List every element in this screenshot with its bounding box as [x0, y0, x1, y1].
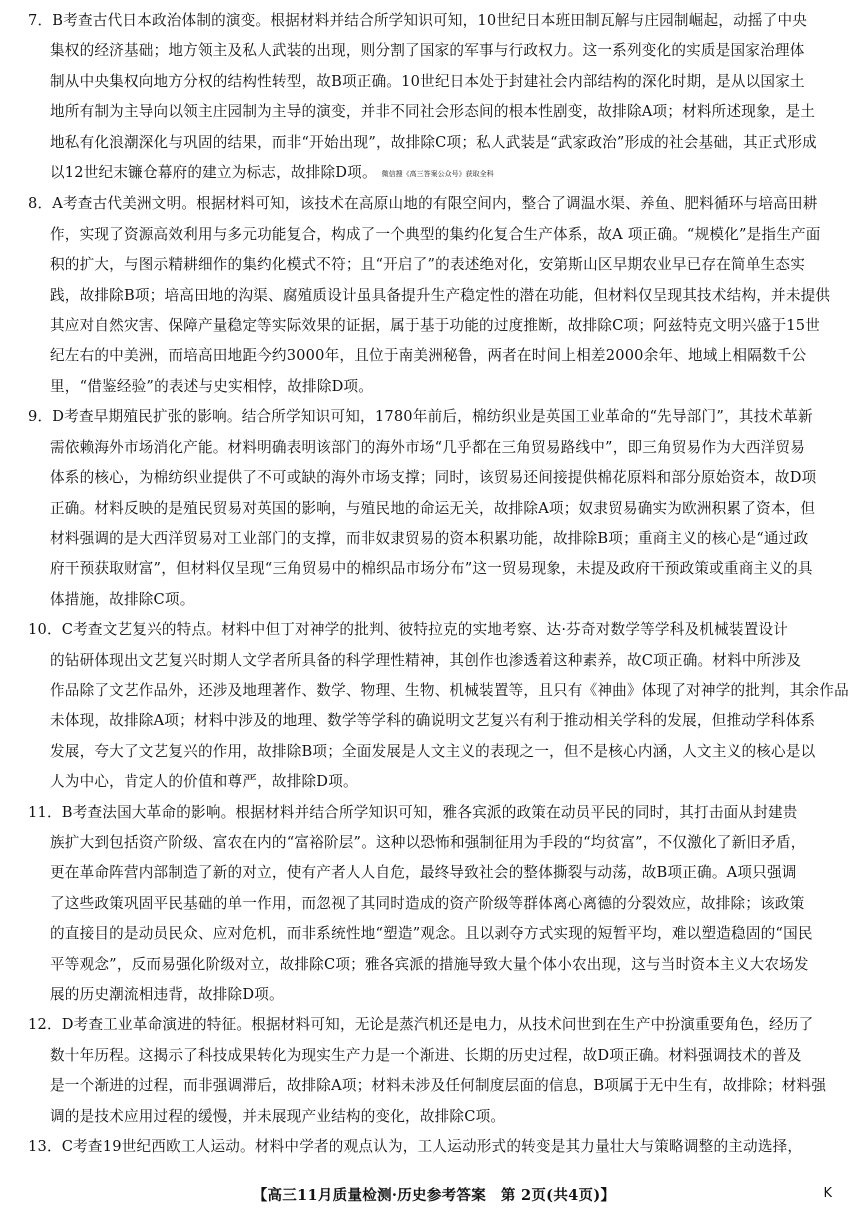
answer-list	[28, 6, 849, 1162]
answer-line: 的直接目的是动员民众、应对危机，而非系统性地“塑造”观念。且以剥夺方式实现的短暂平均，难以塑造稳固的“国民	[50, 925, 813, 943]
answer-line: 地私有化浪潮深化与巩固的结果，而非“开始出现”，故排除C项；私人武装是“武家政治”形成的社会基础，其正式形成	[50, 133, 817, 151]
answer-line: 调的是技术应用过程的缓慢，并未展现产业结构的变化，故排除C项。	[50, 1107, 506, 1125]
answer-line: 更在革命阵营内部制造了新的对立，使有产者人人自危，最终导致社会的整体撕裂与动荡，故B项正确。A项只强调	[50, 864, 797, 882]
answer-line: 13．C考查19世纪西欧工人运动。材料中学者的观点认为，工人运动形式的转变是其力量壮大与策略调整的主动选择，	[28, 1138, 803, 1156]
answer-line: 了这些政策巩固平民基础的单一作用，而忽视了其同时造成的资产阶级等群体离心离德的分裂效应，故排除；该政策	[50, 894, 805, 912]
footer-mark: K	[823, 1186, 832, 1201]
answer-line: 展的历史潮流相违背，故排除D项。	[50, 986, 284, 1003]
answer-line: 12．D考查工业革命演进的特征。根据材料可知，无论是蒸汽机还是电力，从技术问世到在生产中扮演重要角色，经历了	[28, 1016, 814, 1034]
answer-line: 需依赖海外市场消化产能。材料明确表明该部门的海外市场“几乎都在三角贸易路线中”，即三角贸易作为大西洋贸易	[50, 438, 806, 456]
answer-line: 正确。材料反映的是殖民贸易对英国的影响，与殖民地的命运无关，故排除A项；奴隶贸易确实为欧洲积累了资本，但	[50, 499, 816, 517]
answer-line: 未体现，故排除A项；材料中涉及的地理、数学等学科的确说明文艺复兴有利于推动相关学科的发展，但推动学科体系	[50, 712, 816, 730]
answer-line: 以12世纪末镰仓幕府的建立为标志，故排除D项。 微信搜《高三答案公众号》获取全科	[50, 164, 494, 182]
answer-line: 8．A考查古代美洲文明。根据材料可知，该技术在高原山地的有限空间内，整合了调温水渠、养鱼、肥料循环与培高田耕	[28, 195, 818, 213]
answer-line: 作，实现了资源高效利用与多元功能复合，构成了一个典型的集约化复合生产体系，故A 项正确。“规模化”是指生产面	[50, 225, 821, 243]
answer-line: 10．C考查文艺复兴的特点。材料中但丁对神学的批判、彼特拉克的实地考察、达·芬奇对数学等学科及机械装置设计	[28, 621, 789, 639]
answer-line: 数十年历程。这揭示了科技成果转化为现实生产力是一个渐进、长期的历史过程，故D项正确。材料强调技术的普及	[50, 1046, 802, 1064]
answer-line: 地所有制为主导向以领主庄园制为主导的演变，并非不同社会形态间的根本性剧变，故排除A项；材料所述现象，是土	[50, 103, 816, 121]
answer-line: 平等观念”，反而易强化阶级对立，故排除C项；雅各宾派的措施导致大量个体小农出现，这与当时资本主义大农场发	[50, 955, 809, 973]
answer-item	[28, 6, 840, 189]
answer-item	[28, 402, 840, 615]
answer-line: 府干预获取财富”，但材料仅呈现“三角贸易中的棉织品市场分布”这一贸易现象，未提及政府干预政策或重商主义的具	[50, 560, 813, 578]
answer-line: 的钻研体现出文艺复兴时期人文学者所具备的科学理性精神，其创作也渗透着这种素养，故C项正确。材料中所涉及	[50, 651, 802, 669]
answer-line: 9．D考查早期殖民扩张的影响。结合所学知识可知，1780年前后，棉纺织业是英国工业革命的“先导部门”，其技术革新	[28, 408, 813, 426]
answer-line: 集权的经济基础；地方领主及私人武装的出现，则分割了国家的军事与行政权力。这一系列变化的实质是国家治理体	[50, 42, 805, 60]
answer-line: 11．B考查法国大革命的影响。根据材料并结合所学知识可知，雅各宾派的政策在动员平民的同时，其打击面从封建贵	[28, 803, 798, 821]
answer-line: 材料强调的是大西洋贸易对工业部门的支撑，而非奴隶贸易的资本积累功能，故排除B项；重商主义的核心是“通过政	[50, 529, 809, 547]
answer-line: 践，故排除B项；培高田地的沟渠、腐殖质设计虽具备提升生产稳定性的潜在功能，但材料仅呈现其技术结构，并未提供	[50, 286, 831, 304]
answer-line: 纪左右的中美洲，而培高田地距今约3000年，且位于南美洲秘鲁，两者在时间上相差2000余年、地域上相隔数千公	[50, 347, 807, 365]
answer-line: 其应对自然灾害、保障产量稳定等实际效果的证据，属于基于功能的过度推断，故排除C项；阿兹特克文明兴盛于15世	[50, 317, 821, 335]
answer-line: 作品除了文艺作品外，还涉及地理著作、数学、物理、生物、机械装置等，且只有《神曲》体现了对神学的批判，其余作品	[50, 681, 849, 699]
answer-item	[28, 189, 840, 402]
answer-line: 体措施，故排除C项。	[50, 590, 195, 608]
answer-line: 发展，夸大了文艺复兴的作用，故排除B项；全面发展是人文主义的表现之一，但不是核心内涵，人文主义的核心是以	[50, 742, 816, 760]
answer-line: 族扩大到包括资产阶级、富农在内的“富裕阶层”。这种以恐怖和强制征用为手段的“均贫富”，不仅激化了新旧矛盾，	[50, 833, 806, 851]
answer-item	[28, 1132, 840, 1162]
answer-line: 体系的核心，为棉纺织业提供了不可或缺的海外市场支撑；同时，该贸易还间接提供棉花原料和部分原始资本，故D项	[50, 469, 817, 487]
answer-item	[28, 615, 849, 797]
answer-line: 是一个渐进的过程，而非强调滞后，故排除A项；材料未涉及任何制度层面的信息，B项属于无中生有，故排除；材料强	[50, 1077, 827, 1095]
answer-item	[28, 1010, 840, 1132]
answer-line: 7．B考查古代日本政治体制的演变。根据材料并结合所学知识可知，10世纪日本班田制瓦解与庄园制崛起，动摇了中央	[28, 12, 808, 29]
watermark-note: 微信搜《高三答案公众号》获取全科	[381, 170, 494, 179]
answer-line: 积的扩大，与图示精耕细作的集约化模式不符；且“开启了”的表述绝对化，安第斯山区早期农业早已存在简单生态实	[50, 256, 806, 274]
page-footer: 【高三11月质量检测·历史参考答案 第 2页(共4页)】	[252, 1187, 616, 1204]
answer-line: 人为中心，肯定人的价值和尊严，故排除D项。	[50, 773, 358, 791]
answer-item	[28, 798, 840, 1011]
answer-line: 制从中央集权向地方分权的结构性转型，故B项正确。10世纪日本处于封建社会内部结构的深化时期，是从以国家土	[50, 72, 805, 90]
answer-line: 里，“借鉴经验”的表述与史实相悖，故排除D项。	[50, 377, 374, 395]
